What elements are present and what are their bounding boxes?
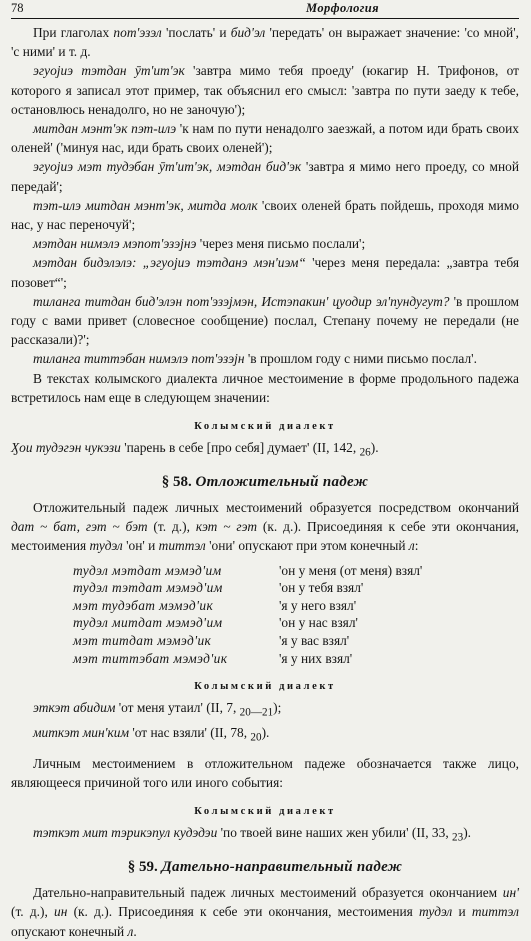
example-item xyxy=(11,292,519,350)
main-text xyxy=(11,23,519,941)
reference-subscript: 23 xyxy=(452,831,464,844)
term: ин xyxy=(54,904,68,920)
text: 'передать' он выражает значение: 'со мной', 'с ними' и т. д. xyxy=(11,25,519,60)
example-gloss: 'через меня передала: „завтра тебя позовет“'; xyxy=(11,255,519,290)
example-form: Ӽои тудэгэн чукэзи xyxy=(11,440,121,456)
text: (т. д.), xyxy=(147,519,196,535)
example-gloss: 'через меня письмо послали'; xyxy=(196,236,366,252)
example-item xyxy=(11,698,519,723)
section-title: Дательно-направительный падеж xyxy=(161,859,403,876)
paradigm-row xyxy=(73,562,519,580)
text: Дательно-направительный падеж личных местоимений образуется окончанием xyxy=(33,885,503,901)
section-number: § 59. xyxy=(127,859,158,876)
term: л xyxy=(127,923,134,939)
reference-subscript: 20—21 xyxy=(239,706,274,719)
example-form: эгуојиэ мэт тудэбан ӯт'ит'эк, мэтдан бид'эк xyxy=(33,159,302,175)
example-gloss: 'в прошлом году с ними письмо послал'. xyxy=(244,351,477,367)
example-form: эгуојиэ тэтдан ӯт'ит'эк xyxy=(33,63,185,79)
term: тудэл xyxy=(89,538,123,554)
example-gloss: 'по твоей вине наших жен убили' (II, 33, xyxy=(217,825,453,841)
paradigm-gloss: 'он у меня (от меня) взял' xyxy=(279,562,423,578)
example-gloss: 'парень в себе [про себя] думает' (II, 142, xyxy=(120,440,360,456)
paradigm-row xyxy=(73,632,519,650)
example-form: тиланга титтэбан нимэлэ пот'эзэјн xyxy=(33,351,245,367)
example-form: тэткэт мит тэрикэпул кудэдэи xyxy=(33,825,218,841)
example-gloss: 'от меня утаил' (II, 7, xyxy=(115,700,240,716)
example-form: тиланга титдан бид'элэн пот'эзэјмэн, Истэпакин' цуодир эл'пундугут? xyxy=(33,293,450,309)
reference-subscript: 20 xyxy=(250,731,262,744)
term: л xyxy=(408,538,415,554)
example-gloss: 'от нас взяли' (II, 78, xyxy=(129,724,251,740)
text: 'послать' и xyxy=(161,25,231,40)
text: и xyxy=(452,904,472,920)
paragraph-dative xyxy=(11,883,519,941)
paradigm-row xyxy=(73,650,519,668)
example-item xyxy=(11,157,519,195)
example-form: эткэт абидим xyxy=(33,700,116,716)
example-form: миткэт мин'ким xyxy=(33,724,129,740)
paradigm-gloss: 'я у них взял' xyxy=(279,650,353,666)
example-item xyxy=(11,234,519,253)
dialect-heading: Колымский диалект xyxy=(194,806,336,818)
text: : xyxy=(414,538,419,554)
paradigm-row xyxy=(73,579,519,597)
example-item xyxy=(11,253,519,291)
paragraph-intro xyxy=(11,23,519,61)
text: При глаголах xyxy=(33,25,114,40)
example-gloss: 'к нам по пути ненадолго заезжай, а потом иди брать своих оленей' ('минуя нас, иди брать своих оленей'); xyxy=(11,121,519,156)
header-rule xyxy=(11,18,519,19)
term: титтэл xyxy=(158,538,206,554)
text: Отложительный падеж личных местоимений образуется посредством окончаний xyxy=(33,499,519,515)
section-heading-59 xyxy=(11,858,519,877)
term: бид'эл xyxy=(230,25,266,40)
paradigm-row xyxy=(73,614,519,632)
section-title: Отложительный падеж xyxy=(195,473,369,490)
term: титтэл xyxy=(471,904,519,920)
page-number: 78 xyxy=(11,1,24,15)
paradigm-gloss: 'я у него взял' xyxy=(279,597,357,613)
text: (к. д.). Присоединяя к себе эти окончания, местоимения xyxy=(67,904,420,920)
example-item xyxy=(11,823,519,848)
running-header xyxy=(11,0,519,16)
text: ). xyxy=(370,440,379,456)
paragraph-ablative xyxy=(11,498,519,556)
example-item xyxy=(11,723,519,748)
paradigm-gloss: 'он у тебя взял' xyxy=(279,580,364,596)
text: опускают конечный xyxy=(11,923,128,939)
term: ин' xyxy=(502,885,519,901)
paragraph-kolyma-note: В текстах колымского диалекта личное местоимение в форме продольного падежа встретилось нам еще в следующем значении: xyxy=(11,370,519,405)
term: дат ~ бат, гэт ~ бэт xyxy=(11,519,148,535)
example-gloss: 'завтра мимо тебя проеду' (юкагир Н. Трифонов, от которого я записал этот пример, так объяснил его смысл: 'завтра по пути заеду к тебе, остановлюсь ненадолго, но не заночую'); xyxy=(11,63,519,117)
paradigm-gloss: 'он у нас взял' xyxy=(279,615,358,631)
paradigm-form: мэт тудэбат мэмэд'ик xyxy=(73,597,214,613)
paradigm-form: тудэл тэтдат мэмэд'им xyxy=(73,580,223,596)
paradigm-gloss: 'я у вас взял' xyxy=(279,632,350,648)
example-item xyxy=(11,349,519,368)
text: (к. д.). Присоединяя к себе эти окончания, местоимения xyxy=(11,519,520,554)
text: ). xyxy=(261,724,270,740)
paradigm-row xyxy=(73,597,519,615)
example-list xyxy=(11,61,519,368)
example-gloss: 'своих оленей брать пойдешь, проходя мимо нас, у нас переночуй'; xyxy=(11,197,519,233)
example-item xyxy=(11,438,519,463)
running-title: Морфология xyxy=(306,1,379,15)
example-gloss: 'в прошлом году с вами привет (словесное сообщение) послал, Степану почему не передали (не рассказали)?'; xyxy=(11,293,519,348)
example-form: мэтдан нимэлэ мэпот'эзэјнэ xyxy=(33,236,197,252)
example-item xyxy=(11,61,519,119)
paradigm-form: мэт титтэбат мэмэд'ик xyxy=(73,650,228,666)
example-form: митдан мэнт'эк пэт-илэ xyxy=(33,121,177,137)
text: 'он' и xyxy=(122,538,159,554)
paradigm-form: тудэл митдат мэмэд'им xyxy=(73,615,223,631)
term: тудэл xyxy=(419,904,453,920)
paragraph-cause: Личным местоимением в отложительном падеже обозначается также лицо, являющееся причиной того или иного события: xyxy=(11,755,519,791)
section-number: § 58. xyxy=(161,473,192,490)
paradigm-table xyxy=(73,562,519,668)
section-heading-58 xyxy=(11,473,519,492)
example-gloss: 'завтра я мимо него проеду, со мной передай'; xyxy=(11,159,520,194)
example-form: мэтдан бидэлэлэ: „эгуојиэ тэтданэ мэн'иэм“ xyxy=(33,255,306,271)
text: . xyxy=(133,923,137,939)
dialect-heading: Колымский диалект xyxy=(194,421,336,433)
text: ). xyxy=(463,825,471,841)
text: ); xyxy=(273,700,282,716)
example-form: тэт-илэ митдан мэнт'эк, митда молк xyxy=(33,197,258,213)
text: 'они' опускают при этом конечный xyxy=(205,538,409,554)
example-item xyxy=(11,196,519,234)
dialect-heading: Колымский диалект xyxy=(194,681,336,693)
example-item xyxy=(11,119,519,157)
paradigm-form: тудэл мэтдат мэмэд'им xyxy=(73,562,222,578)
term: пот'эзэл xyxy=(113,25,162,40)
paradigm-form: мэт титдат мэмэд'ик xyxy=(73,632,212,648)
text: (т. д.), xyxy=(11,904,55,920)
reference-subscript: 26 xyxy=(359,446,371,459)
term: кэт ~ гэт xyxy=(195,519,258,535)
